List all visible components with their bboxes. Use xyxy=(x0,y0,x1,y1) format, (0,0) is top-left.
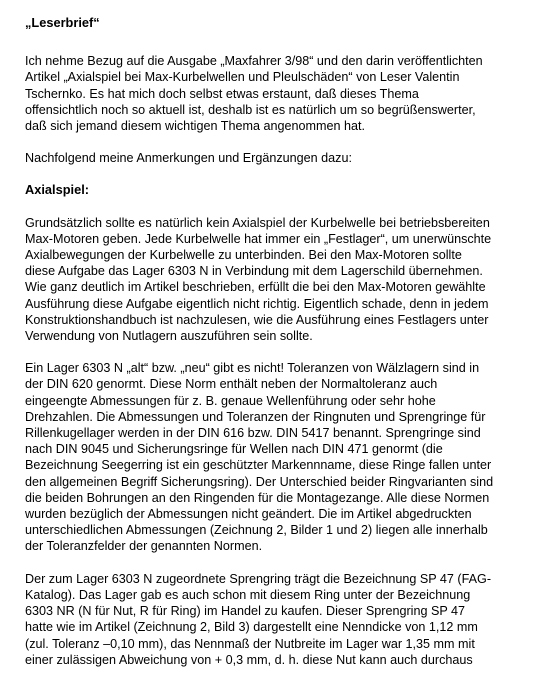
text-line: Katalog). Das Lager gab es auch schon mit diesem Ring unter der Bezeichnung xyxy=(25,587,471,602)
text-line: Bezeichnung Seegerring ist ein geschützter Markennname, diese Ringe fallen unter xyxy=(25,458,492,473)
text-line: (zul. Toleranz –0,10 mm), das Nennmaß der Nutbreite im Lager war 1,35 mm mit xyxy=(25,636,475,651)
text-line: diese Aufgabe das Lager 6303 N in Verbindung mit dem Lagerschild übernehmen. xyxy=(25,264,483,279)
text-line: einer zulässigen Abweichung von + 0,3 mm, d. h. diese Nut kann auch durchaus xyxy=(25,652,473,667)
text-line: nach DIN 9045 und Sicherungsringe für Wellen nach DIN 471 genormt (die xyxy=(25,442,443,457)
text-line: die beiden Bohrungen an den Ringenden für die Montagezange. Alle diese Normen xyxy=(25,490,490,505)
text-line: der DIN 620 genormt. Diese Norm enthält neben der Normaltoleranz auch xyxy=(25,377,438,392)
text-line: den allgemeinen Begriff Sicherungsring). Der Unterschied beider Ringvarianten sind xyxy=(25,474,494,489)
text-line: eingeengte Abmessungen für z. B. genaue Wellenführung oder sehr hohe xyxy=(25,393,436,408)
text-line: Wie ganz deutlich im Artikel beschrieben, erfüllt die bei den Max-Motoren gewählte xyxy=(25,280,486,295)
text-line: der Toleranzfelder der genannten Normen. xyxy=(25,539,263,554)
intro-paragraph xyxy=(25,53,530,134)
text-line: Verwendung von Nutlagern auszuführen sein sollte. xyxy=(25,329,313,344)
followup-paragraph xyxy=(25,150,530,166)
axial-paragraph-2 xyxy=(25,360,530,554)
text-line: Rillenkugellager werden in der DIN 616 bzw. DIN 5417 benannt. Sprengringe sind xyxy=(25,426,481,441)
text-line: Artikel „Axialspiel bei Max-Kurbelwellen und Pleulschäden“ von Leser Valentin xyxy=(25,70,460,85)
text-line: Der zum Lager 6303 N zugeordnete Sprengring trägt die Bezeichnung SP 47 (FAG- xyxy=(25,571,492,586)
section-heading: Axialspiel: xyxy=(25,182,90,198)
text-line: Ich nehme Bezug auf die Ausgabe „Maxfahrer 3/98“ und den darin veröffentlichten xyxy=(25,54,483,69)
text-line: Ausführung diese Aufgabe eigentlich nicht richtig. Eigentlich schade, denn in jedem xyxy=(25,296,489,311)
text-line: wurden bezüglich der Abmessungen nicht geändert. Die im Artikel abgedruckten xyxy=(25,507,472,522)
text-line: Konstruktionshandbuch ist nachzulesen, wie die Ausführung eines Festlagers unter xyxy=(25,312,489,327)
axial-paragraph-1 xyxy=(25,215,530,345)
text-line: Max-Motoren geben. Jede Kurbelwelle hat immer ein „Festlager“, um unerwünschte xyxy=(25,231,492,246)
text-line: Axialbewegungen der Kurbelwelle zu unterbinden. Bei den Max-Motoren sollte xyxy=(25,248,462,263)
text-line: 6303 NR (N für Nut, R für Ring) im Handel zu kaufen. Dieser Sprengring SP 47 xyxy=(25,604,466,619)
axial-paragraph-3 xyxy=(25,571,530,668)
letter-body xyxy=(25,15,530,684)
text-line: unterschiedlichen Abmessungen (Zeichnung 2, Bilder 1 und 2) liegen alle innerhalb xyxy=(25,523,488,538)
letter-title: „Leserbrief“ xyxy=(25,15,100,30)
text-line: daß sich jemand diesem wichtigen Thema angenommen hat. xyxy=(25,119,365,134)
text-line: hatte wie im Artikel (Zeichnung 2, Bild 3) dargestellt eine Nenndicke von 1,12 mm xyxy=(25,620,478,635)
text-line: Nachfolgend meine Anmerkungen und Ergänzungen dazu: xyxy=(25,151,352,166)
text-line: offensichtlich noch so aktuell ist, deshalb ist es natürlich um so begrüßenswerter, xyxy=(25,102,476,117)
text-line: Tschernko. Es hat mich doch selbst etwas erstaunt, daß dieses Thema xyxy=(25,86,419,101)
text-line: Ein Lager 6303 N „alt“ bzw. „neu“ gibt es nicht! Toleranzen von Wälzlagern sind in xyxy=(25,361,480,376)
text-line: Drehzahlen. Die Abmessungen und Toleranzen der Ringnuten und Sprengringe für xyxy=(25,409,486,424)
text-line: Grundsätzlich sollte es natürlich kein Axialspiel der Kurbelwelle bei betriebsbereiten xyxy=(25,215,490,230)
